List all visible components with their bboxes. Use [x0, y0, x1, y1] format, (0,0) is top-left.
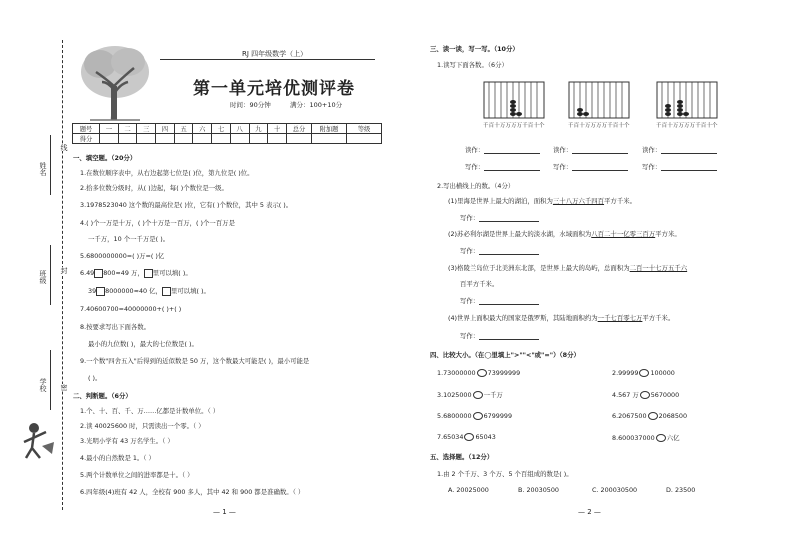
write-row-4 [460, 213, 539, 222]
abacus-label: 千 [656, 123, 662, 129]
read-answer[interactable] [572, 146, 628, 154]
option-b[interactable]: B. 20030500 [518, 486, 559, 494]
abacus-label: 万 [584, 123, 591, 129]
read-row-1 [465, 145, 540, 154]
abacus-label: 万 [596, 123, 602, 129]
compare-item [437, 412, 512, 420]
score-cell: 九 [249, 124, 268, 134]
abacus-label: 百 [700, 123, 707, 129]
fact-line-4 [448, 313, 674, 322]
abacus-label: 千 [568, 123, 574, 129]
write-row-1 [465, 162, 540, 171]
write-answer[interactable] [484, 163, 540, 171]
score-cell: 二 [118, 124, 137, 134]
judge-item: 3.光明小学有 43 万名学生。（ ） [80, 437, 174, 445]
digit-box [144, 269, 153, 278]
score-cell: 三 [137, 124, 156, 134]
score-input-cell[interactable] [287, 134, 312, 144]
fact-number: 八百二十一亿零三百万 [591, 230, 656, 238]
q1-9b: ( )。 [88, 374, 102, 382]
score-input-cell[interactable] [156, 134, 175, 144]
q1-3: 3.1978523040 这个数的最高位是( )位，它有( )个数位，其中 5 表示( )。 [80, 201, 293, 209]
q1-6b [88, 286, 210, 296]
compare-item [612, 369, 675, 377]
q1-6a [80, 268, 192, 278]
compare-right: 6799999 [483, 412, 513, 420]
score-cell: 七 [212, 124, 231, 134]
write-label: 写作： [465, 163, 485, 171]
abacus-label: 千 [607, 123, 613, 129]
q5-1: 1.由 2 个千万、3 个万、5 个百组成的数是( )。 [437, 470, 573, 478]
write-row-2 [553, 162, 628, 171]
score-cell: 附加题 [312, 124, 347, 134]
q1-8: 8.按要求写出下面各数。 [80, 323, 151, 331]
compare-item [612, 412, 687, 420]
read-answer[interactable] [661, 146, 717, 154]
q1-6a-end: 里可以填( )。 [152, 269, 192, 277]
score-input-cell[interactable] [249, 134, 268, 144]
score-input-cell[interactable] [100, 134, 119, 144]
title-rule [160, 59, 375, 60]
compare-right: 5670000 [650, 391, 680, 399]
abacus-label: 百 [527, 123, 534, 129]
compare-left: 1.73000000 [437, 369, 476, 377]
score-row-label: 得分 [73, 134, 100, 144]
tree-logo [70, 38, 160, 122]
q3-2: 2.写出横线上的数。（4分） [437, 182, 515, 190]
section2-header: 二、判断题。（6分） [73, 392, 132, 400]
judge-item: 1.个、十、百、千、万……亿都是计数单位。（ ） [80, 407, 220, 415]
judge-item: 6.四年级(4)班有 42 人，全校有 900 多人，其中 42 和 900 都是准确数。（ ） [80, 488, 305, 496]
full-score-label: 满分：100+10分 [290, 101, 343, 109]
score-input-cell[interactable] [212, 134, 231, 144]
judge-item: 4.最小的自然数是 1。（ ） [80, 454, 155, 462]
abacus-1 [483, 80, 545, 132]
fact-number: 二百一十七万五千六 [629, 264, 688, 272]
abacus-label: 千 [695, 123, 701, 129]
name-label: 姓名 [39, 162, 47, 176]
abacus-label: 个 [538, 123, 545, 129]
q1-6a-post: 800≈49 万， [103, 269, 144, 277]
write-row-5 [460, 246, 539, 255]
write-row-7 [460, 331, 539, 340]
fact-text: 平方千米。 [642, 314, 675, 322]
compare-circle[interactable] [656, 434, 666, 442]
fact-text: (4)世界上面积最大的国家是俄罗斯，其陆地面积约为 [448, 314, 598, 322]
score-input-cell[interactable] [174, 134, 193, 144]
abacus-label: 万 [516, 123, 523, 129]
digit-box [162, 287, 171, 296]
q1-6b-pre: 39 [88, 287, 97, 295]
abacus-label: 十 [579, 123, 585, 129]
read-label: 读作： [642, 146, 662, 154]
fact-text: (1)里海是世界上最大的湖泊，面积为 [448, 197, 553, 205]
seal-mark: 封 [60, 267, 68, 274]
write-row-3 [642, 162, 717, 171]
compare-circle[interactable] [464, 433, 474, 441]
abacus-label: 万 [499, 123, 506, 129]
write-answer[interactable] [661, 163, 717, 171]
page-title: 第一单元培优测评卷 [193, 79, 355, 99]
write-label: 写作： [460, 297, 480, 305]
q1-4b: 一千万，10 个一千万是( )。 [88, 235, 170, 243]
abacus-label: 个 [711, 123, 718, 129]
fact-line-2 [448, 229, 681, 238]
abacus-label: 千 [483, 123, 489, 129]
abacus-label: 万 [511, 123, 517, 129]
compare-item [437, 390, 503, 399]
score-cell: 五 [174, 124, 193, 134]
write-label: 写作： [460, 332, 480, 340]
q1-4a: 4.( )个一万是十万，( )个十万是一百万，( )个一百万是 [80, 219, 235, 227]
q1-9a: 9.一个数"四舍五入"后得到的近似数是 50 万，这个数最大可能是( )，最小可能是 [80, 357, 310, 365]
score-cell: 八 [230, 124, 249, 134]
fact-line-3 [448, 263, 687, 272]
abacus-label: 万 [678, 123, 684, 129]
q1-2: 2.拾多位数分级时，从( )边起，每( )个数位是一级。 [80, 184, 228, 192]
read-label: 读作： [465, 146, 485, 154]
score-cell: 一 [100, 124, 119, 134]
compare-right: 100000 [650, 369, 675, 377]
abacus-frame [568, 80, 630, 124]
abacus-label: 百 [612, 123, 619, 129]
score-cell: 四 [156, 124, 175, 134]
compare-left: 7.65034 [437, 433, 464, 441]
abacus-frame [483, 80, 545, 124]
school-label: 学校 [39, 378, 47, 392]
compare-left: 6.2067500 [612, 412, 647, 420]
score-input-cell[interactable] [137, 134, 156, 144]
abacus-2 [568, 80, 630, 132]
figure-illustration [20, 420, 56, 460]
score-table [72, 123, 382, 144]
score-input-cell[interactable] [347, 134, 382, 144]
judge-item: 5.两个计数单位之间的进率都是十。（ ） [80, 471, 194, 479]
fact-line-1 [448, 196, 636, 205]
score-cell: 等级 [347, 124, 382, 134]
score-input-cell[interactable] [230, 134, 249, 144]
compare-right: 73999999 [487, 369, 521, 377]
abacus-label: 万 [601, 123, 608, 129]
write-answer[interactable] [479, 332, 539, 340]
judge-item: 2.读 40025600 时，只需读出一个零。（ ） [80, 422, 205, 430]
class-field[interactable] [50, 245, 51, 305]
fact-text: (2)苏必利尔湖是世界上最大的淡水湖，水域面积为 [448, 230, 592, 238]
section4-header: 四、比较大小。（在◯里填上">""<"或"="）（8分） [430, 351, 580, 359]
compare-circle[interactable] [648, 412, 658, 420]
compare-left: 8.600037000 [612, 434, 655, 442]
write-label: 写作： [460, 214, 480, 222]
q1-6b-end: 里可以填( )。 [170, 287, 210, 295]
abacus-label: 万 [689, 123, 696, 129]
q1-8b: 最小的九位数( )，最大的七位数是( )。 [88, 340, 198, 348]
page-number-2: — 2 — [578, 508, 601, 516]
write-answer[interactable] [479, 214, 539, 222]
option-c[interactable]: C. 200030500 [592, 486, 638, 494]
compare-item [612, 433, 679, 442]
compare-item [437, 369, 520, 377]
compare-left: 3.1025000 [437, 391, 472, 399]
fact-text: 平方千米。 [604, 197, 636, 205]
read-row-2 [553, 145, 628, 154]
name-field[interactable] [50, 135, 51, 195]
compare-circle[interactable] [477, 369, 487, 377]
compare-right: 2068500 [658, 412, 688, 420]
read-row-3 [642, 145, 717, 154]
score-input-cell[interactable] [193, 134, 212, 144]
abacus-label: 个 [623, 123, 630, 129]
abacus-label: 十 [706, 123, 712, 129]
write-answer[interactable] [479, 297, 539, 305]
section1-header: 一、填空题。（20分） [73, 154, 137, 162]
section5-header: 五、选择题。（12分） [430, 453, 494, 461]
score-table-header-row [73, 124, 382, 134]
write-row-6 [460, 296, 539, 305]
write-label: 写作： [553, 163, 573, 171]
compare-right: 六亿 [666, 434, 680, 442]
compare-item [612, 390, 679, 399]
compare-circle[interactable] [473, 412, 483, 420]
option-a[interactable]: A. 20025000 [448, 486, 489, 494]
write-answer[interactable] [572, 163, 628, 171]
score-cell: 题号 [73, 124, 100, 134]
abacus-frame [656, 80, 718, 124]
abacus-label: 万 [590, 123, 596, 129]
compare-left: 5.6800000 [437, 412, 472, 420]
digit-box[interactable] [94, 269, 103, 278]
compare-item [437, 433, 496, 441]
compare-circle[interactable] [639, 369, 649, 377]
read-answer[interactable] [484, 146, 540, 154]
abacus-label: 十 [494, 123, 500, 129]
abacus-label: 百 [573, 123, 580, 129]
abacus-label: 万 [684, 123, 690, 129]
compare-circle[interactable] [473, 391, 483, 399]
abacus-label: 十 [533, 123, 539, 129]
time-label: 时间：90分钟 [230, 101, 271, 109]
option-d[interactable]: D. 23500 [666, 486, 696, 494]
score-cell: 六 [193, 124, 212, 134]
abacus-label: 百 [488, 123, 495, 129]
page-number-1: — 1 — [213, 508, 236, 516]
score-table-score-row [73, 134, 382, 144]
q1-7: 7.40600700=40000000+( )+( ) [80, 305, 182, 313]
abacus-label: 千 [522, 123, 528, 129]
score-input-cell[interactable] [268, 134, 287, 144]
q1-6a-pre: 6.49 [80, 269, 95, 277]
fact-text: 平方米。 [655, 230, 681, 238]
abacus-3 [656, 80, 718, 132]
write-label: 写作： [460, 247, 480, 255]
q1-1: 1.在数位顺序表中，从右边起第七位是( )位，第九位是( )位。 [80, 169, 254, 177]
q1-6b-post: 8000000≈40 亿， [105, 287, 162, 295]
section3-header: 三、读一读，写一写。（10分） [430, 45, 519, 53]
compare-left: 2.99999 [612, 369, 639, 377]
cut-line-mark: 线 [60, 144, 68, 151]
binding-line [62, 40, 63, 510]
compare-right: 一千万 [483, 391, 503, 399]
score-cell: 总分 [287, 124, 312, 134]
score-cell: 十 [268, 124, 287, 134]
abacus-label: 百 [661, 123, 668, 129]
digit-box[interactable] [96, 287, 105, 296]
score-input-cell[interactable] [312, 134, 347, 144]
q1-5: 5.6800000000=( )万=( )亿 [80, 252, 165, 260]
bind-mark: 密 [60, 384, 68, 391]
abacus-label: 万 [672, 123, 679, 129]
fact-line-3b: 百平方千米。 [460, 280, 499, 288]
abacus-label: 十 [618, 123, 624, 129]
compare-circle[interactable] [640, 391, 650, 399]
grade-badge: RJ 四年级数学（上） [242, 50, 308, 58]
abacus-label: 万 [505, 123, 511, 129]
compare-right: 65043 [475, 433, 496, 441]
q3-1: 1.读写下面各数。（6分） [437, 61, 508, 69]
fact-number: 一千七百零七万 [597, 314, 643, 322]
compare-left: 4.567 万 [612, 391, 639, 399]
abacus-label: 十 [667, 123, 673, 129]
write-label: 写作： [642, 163, 662, 171]
class-label: 班级 [39, 270, 47, 284]
write-answer[interactable] [479, 247, 539, 255]
school-field[interactable] [50, 350, 51, 410]
fact-number: 三十八万六千四百 [552, 197, 605, 205]
score-input-cell[interactable] [118, 134, 137, 144]
fact-text: (3)格陵兰岛位于北美洲东北部，是世界上最大的岛屿，总面积为 [448, 264, 630, 272]
read-label: 读作： [553, 146, 573, 154]
